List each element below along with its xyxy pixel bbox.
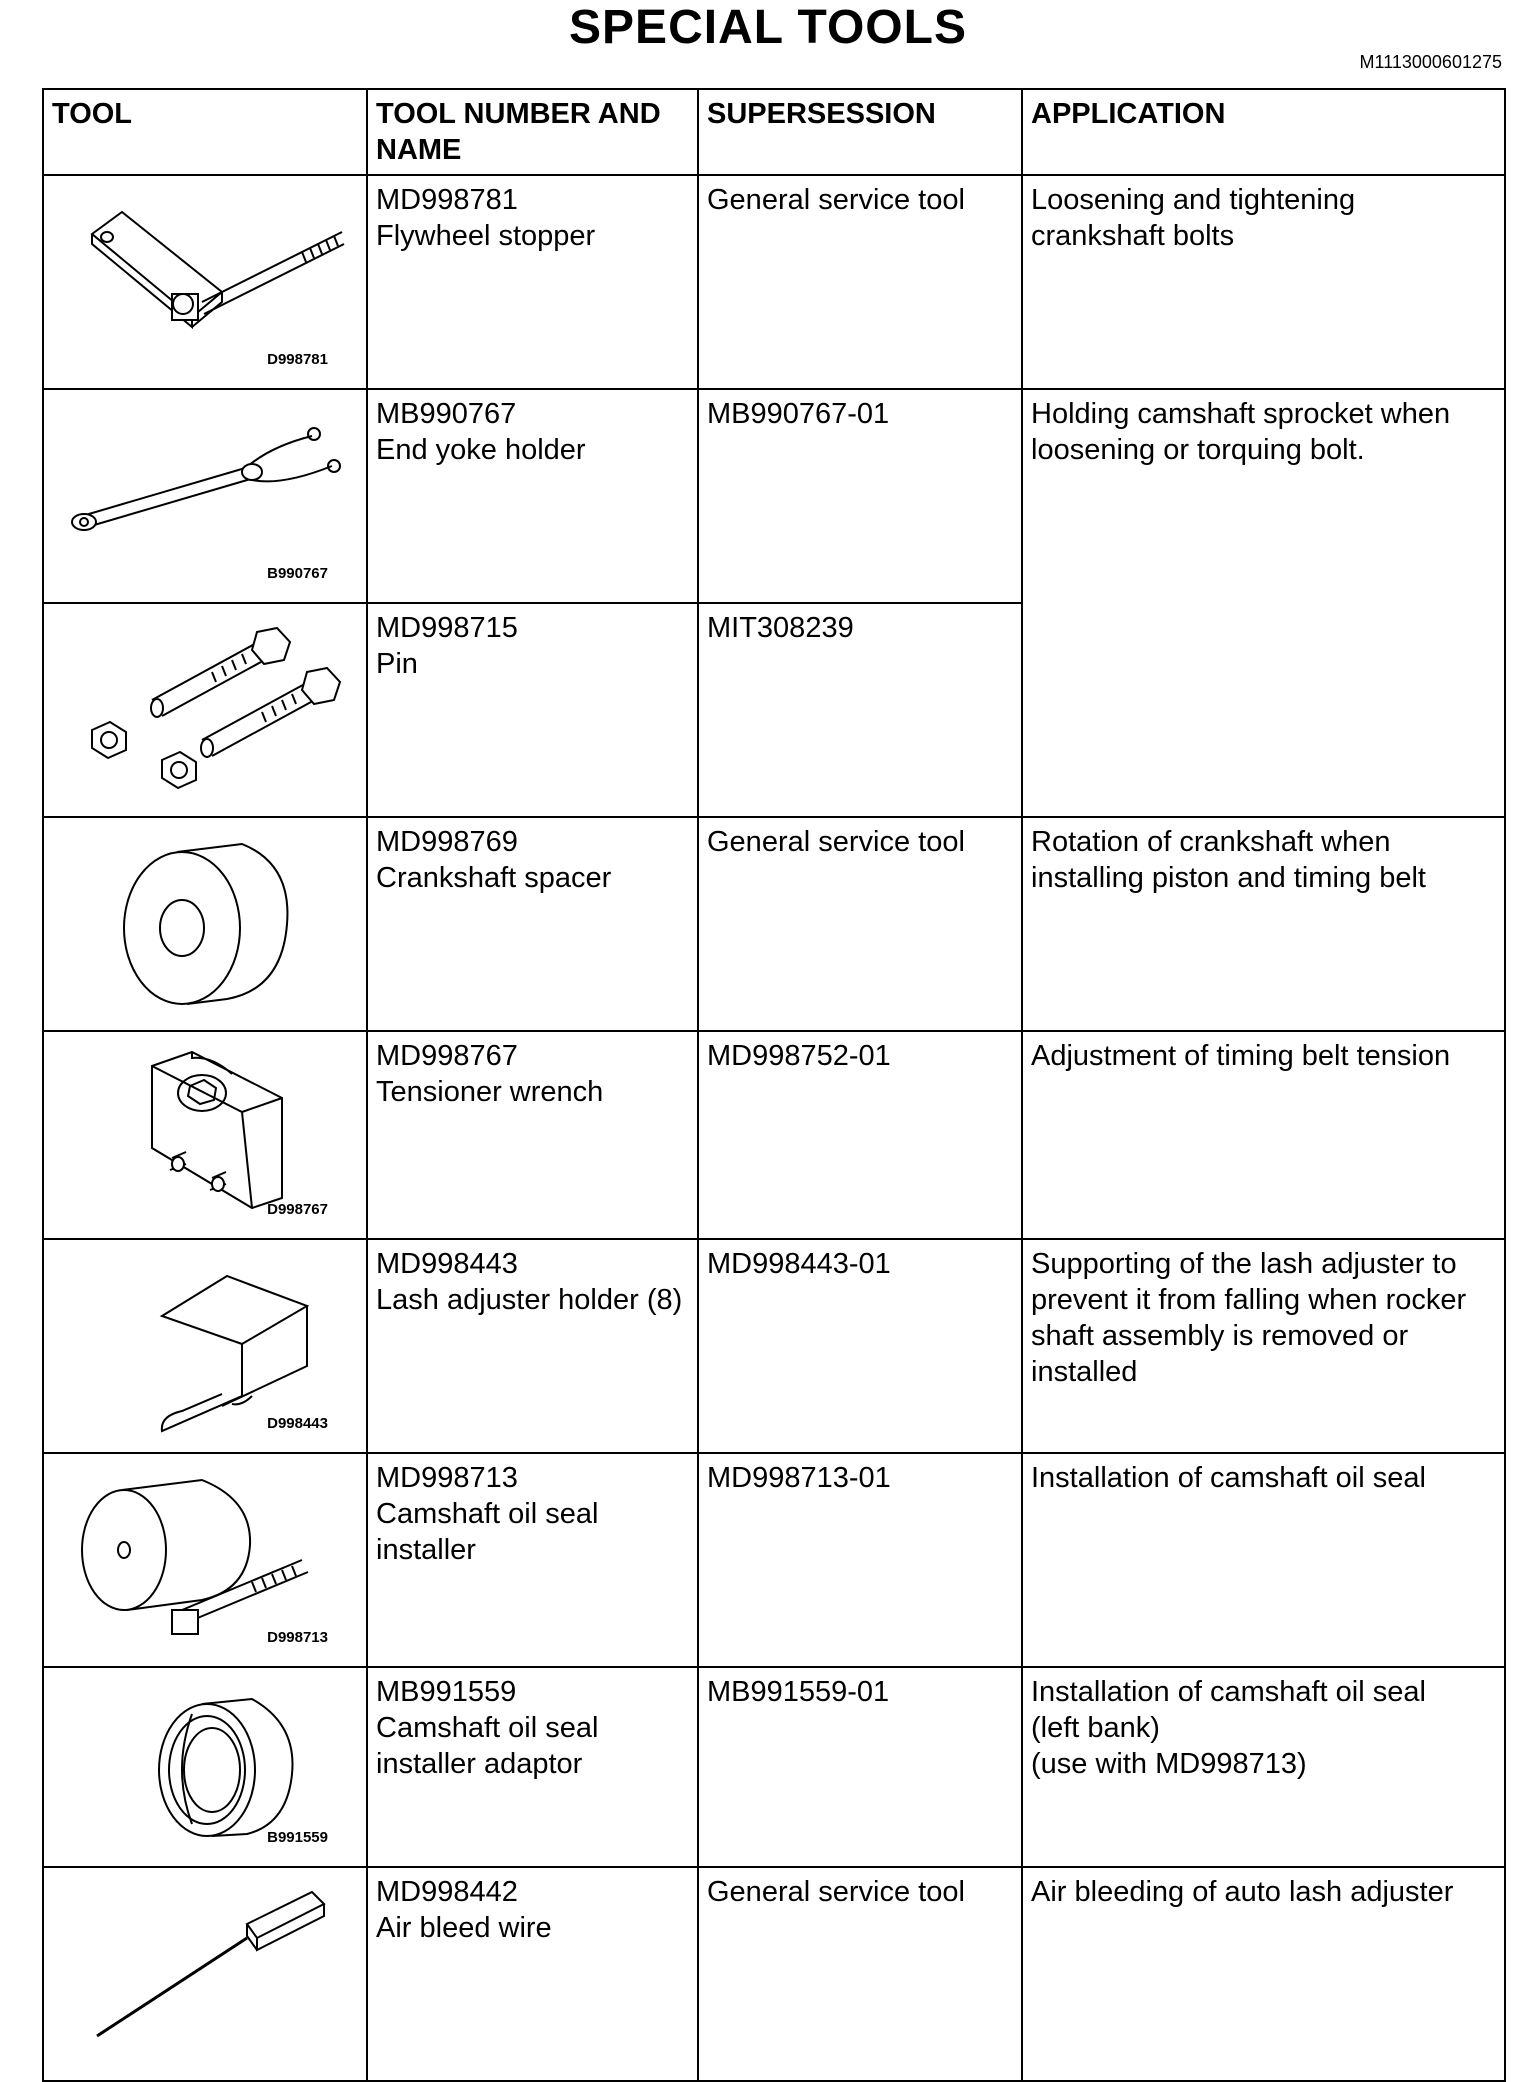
tool-name: Lash adjuster holder (8) — [376, 1284, 683, 1316]
table-row — [43, 389, 1505, 603]
tool-image-cell — [43, 1031, 367, 1239]
tool-image-cell — [43, 1667, 367, 1867]
table-row — [43, 1867, 1505, 2081]
tool-image-cell — [43, 1453, 367, 1667]
tool-number: MD998443 — [376, 1248, 518, 1280]
application: Adjustment of timing belt tension — [1022, 1031, 1505, 1239]
application: Rotation of crankshaft when installing piston and timing belt — [1022, 817, 1505, 1031]
document-id: M1113000601275 — [1359, 52, 1502, 72]
application-line: (use with MD998713) — [1031, 1748, 1307, 1780]
tool-number-name — [367, 1453, 698, 1667]
application: Supporting of the lash adjuster to prevent it from falling when rocker shaft assembly is removed or installed — [1022, 1239, 1505, 1453]
table-row — [43, 817, 1505, 1031]
application-line: Installation of camshaft oil seal — [1031, 1676, 1426, 1708]
table-row — [43, 175, 1505, 389]
tool-number-name — [367, 817, 698, 1031]
tool-image-cell — [43, 817, 367, 1031]
tool-image-cell — [43, 603, 367, 817]
crankshaft-spacer-illustration — [52, 824, 376, 1024]
pin-set-illustration — [52, 610, 376, 810]
tool-number: MB990767 — [376, 398, 517, 430]
application: Holding camshaft sprocket when loosening or torquing bolt. — [1022, 389, 1505, 817]
tool-image-code: B991559 — [267, 1829, 328, 1846]
tool-image-code: D998767 — [267, 1201, 328, 1218]
supersession: MB990767-01 — [698, 389, 1022, 603]
header-application: APPLICATION — [1022, 89, 1505, 175]
supersession: General service tool — [698, 175, 1022, 389]
special-tools-table — [42, 88, 1506, 2082]
supersession: MD998713-01 — [698, 1453, 1022, 1667]
page-title: SPECIAL TOOLS — [569, 1, 967, 54]
tool-image-code: D998443 — [267, 1415, 328, 1432]
supersession: General service tool — [698, 1867, 1022, 2081]
supersession: MB991559-01 — [698, 1667, 1022, 1867]
supersession: General service tool — [698, 817, 1022, 1031]
header-tool: TOOL — [43, 89, 367, 175]
application: Loosening and tightening crankshaft bolts — [1022, 175, 1505, 389]
table-row — [43, 1667, 1505, 1867]
supersession: MIT308239 — [698, 603, 1022, 817]
tool-name: Pin — [376, 648, 418, 680]
tool-name: Air bleed wire — [376, 1912, 552, 1944]
tool-image-cell — [43, 175, 367, 389]
tool-number-name — [367, 175, 698, 389]
tool-number-name — [367, 1667, 698, 1867]
tool-number-name — [367, 1031, 698, 1239]
tool-number: MD998781 — [376, 184, 518, 216]
tool-number-name — [367, 389, 698, 603]
tool-image-code: B990767 — [267, 565, 328, 582]
air-bleed-wire-illustration — [52, 1874, 376, 2074]
header-supersession: SUPERSESSION — [698, 89, 1022, 175]
application — [1022, 1667, 1505, 1867]
tool-number: MD998442 — [376, 1876, 518, 1908]
supersession: MD998752-01 — [698, 1031, 1022, 1239]
tool-image-code: D998713 — [267, 1629, 328, 1646]
supersession: MD998443-01 — [698, 1239, 1022, 1453]
tool-name: Camshaft oil seal installer — [376, 1498, 599, 1566]
tool-number: MD998767 — [376, 1040, 518, 1072]
tool-name: End yoke holder — [376, 434, 586, 466]
tool-number: MB991559 — [376, 1676, 517, 1708]
tool-number: MD998715 — [376, 612, 518, 644]
table-row — [43, 1453, 1505, 1667]
tool-name: Tensioner wrench — [376, 1076, 604, 1108]
tool-name: Crankshaft spacer — [376, 862, 612, 894]
tool-image-cell — [43, 1867, 367, 2081]
application-line: (left bank) — [1031, 1712, 1160, 1744]
tool-number-name — [367, 603, 698, 817]
tool-image-cell — [43, 1239, 367, 1453]
tool-number: MD998713 — [376, 1462, 518, 1494]
tool-name: Camshaft oil seal installer adaptor — [376, 1712, 599, 1780]
header-number: TOOL NUMBER AND NAME — [367, 89, 698, 175]
tool-number: MD998769 — [376, 826, 518, 858]
table-row — [43, 1239, 1505, 1453]
table-row — [43, 1031, 1505, 1239]
tool-name: Flywheel stopper — [376, 220, 596, 252]
application: Air bleeding of auto lash adjuster — [1022, 1867, 1505, 2081]
tool-image-cell — [43, 389, 367, 603]
table-header-row — [43, 89, 1505, 175]
application: Installation of camshaft oil seal — [1022, 1453, 1505, 1667]
tool-image-code: D998781 — [267, 351, 328, 368]
tool-number-name — [367, 1867, 698, 2081]
tool-number-name — [367, 1239, 698, 1453]
